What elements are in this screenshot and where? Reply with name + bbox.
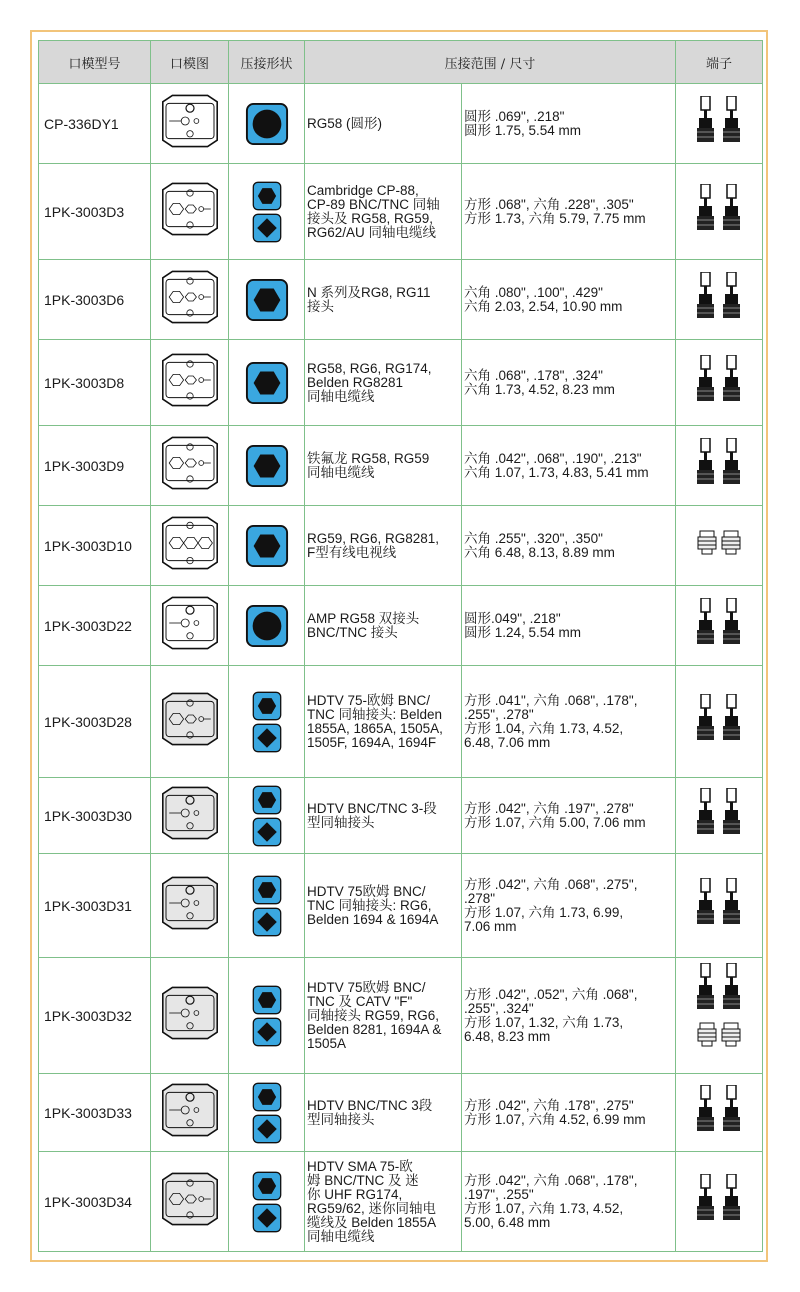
range-line: .278": [464, 890, 496, 906]
die-image: [151, 666, 229, 778]
crimp-shape-cell: [229, 506, 305, 586]
table-row: [39, 260, 763, 340]
round-crimp-icon: [245, 102, 289, 146]
crimp-shape-cell: [229, 778, 305, 854]
range-line: 六角 1.73, 4.52, 8.23 mm: [464, 381, 615, 397]
table-row: [39, 84, 763, 164]
crimp-shape-cell: [229, 84, 305, 164]
terminal-connector-icon: [676, 506, 763, 586]
crimp-range: [462, 340, 676, 426]
header-model: 口模型号: [39, 41, 151, 84]
crimp-description: [305, 506, 462, 586]
terminal-connector-icon: [676, 426, 763, 506]
crimp-description: [305, 426, 462, 506]
terminal-connector-icon: [676, 84, 763, 164]
crimp-shape-cell: [229, 340, 305, 426]
description-line: 同轴接头 RG59, RG6,: [307, 1007, 440, 1023]
crimp-description: [305, 340, 462, 426]
description-line: AMP RG58 双接头: [307, 610, 420, 626]
terminal-connector-icon: [676, 1074, 763, 1152]
terminal-connector-icon: [676, 854, 763, 958]
crimp-range: [462, 426, 676, 506]
crimp-range: [462, 506, 676, 586]
description-line: HDTV BNC/TNC 3-段: [307, 800, 437, 816]
round-crimp-icon: [245, 604, 289, 648]
die-image: [151, 854, 229, 958]
crimp-shape-cell: [229, 958, 305, 1074]
crimp-range: [462, 1074, 676, 1152]
range-line: 六角 6.48, 8.13, 8.89 mm: [464, 544, 615, 560]
description-line: Cambridge CP-88,: [307, 182, 419, 198]
crimp-range: [462, 260, 676, 340]
model-number: 1PK-3003D28: [39, 666, 151, 778]
die-image: [151, 586, 229, 666]
crimp-shape-cell: [229, 1152, 305, 1252]
description-line: 接头: [307, 298, 334, 314]
hex-crimp-icon: [252, 1082, 282, 1112]
table-row: [39, 340, 763, 426]
range-line: 圆形.049", .218": [464, 610, 561, 626]
hex-crimp-icon: [252, 985, 282, 1015]
description-line: N 系列及RG8, RG11: [307, 284, 431, 300]
terminal-connector-icon: [676, 340, 763, 426]
description-line: 1855A, 1865A, 1505A,: [307, 720, 443, 736]
die-image: [151, 958, 229, 1074]
die-image: [151, 260, 229, 340]
description-line: TNC 同轴接头: Belden: [307, 706, 443, 722]
description-line: 1505A: [307, 1035, 347, 1051]
model-number: 1PK-3003D9: [39, 426, 151, 506]
crimp-shape-cell: [229, 854, 305, 958]
crimp-range: [462, 586, 676, 666]
crimp-description: [305, 1074, 462, 1152]
range-line: 方形 .041", 六角 .068", .178",: [464, 692, 638, 708]
range-line: 圆形 .069", .218": [464, 108, 565, 124]
hex-crimp-icon: [245, 278, 289, 322]
range-line: 方形 .042", 六角 .068", .178",: [464, 1172, 638, 1188]
range-line: 六角 1.07, 1.73, 4.83, 5.41 mm: [464, 464, 649, 480]
hex-crimp-icon: [245, 524, 289, 568]
table-row: [39, 666, 763, 778]
range-line: 方形 1.07, 六角 1.73, 4.52,: [464, 1200, 624, 1216]
table-row: [39, 586, 763, 666]
description-line: BNC/TNC 接头: [307, 624, 398, 640]
range-line: 方形 1.04, 六角 1.73, 4.52,: [464, 720, 624, 736]
crimp-range: [462, 1152, 676, 1252]
diamond-crimp-icon: [252, 1203, 282, 1233]
range-line: 方形 .042", .052", 六角 .068",: [464, 986, 638, 1002]
range-line: 6.48, 8.23 mm: [464, 1028, 551, 1044]
description-line: HDTV 75欧姆 BNC/: [307, 979, 426, 995]
range-line: .197", .255": [464, 1186, 534, 1202]
range-line: .255", .278": [464, 706, 534, 722]
range-line: 方形 .068", 六角 .228", .305": [464, 196, 634, 212]
description-line: TNC 同轴接头: RG6,: [307, 897, 432, 913]
crimp-range: [462, 778, 676, 854]
description-line: 接头及 RG58, RG59,: [307, 210, 434, 226]
range-line: 方形 .042", 六角 .197", .278": [464, 800, 634, 816]
table-row: [39, 506, 763, 586]
description-line: 型同轴接头: [307, 1111, 375, 1127]
range-line: 方形 1.07, 1.32, 六角 1.73,: [464, 1014, 624, 1030]
die-image: [151, 164, 229, 260]
crimp-description: [305, 778, 462, 854]
table-row: [39, 1152, 763, 1252]
header-terminal: 端子: [676, 41, 763, 84]
model-number: 1PK-3003D22: [39, 586, 151, 666]
terminal-connector-icon: [676, 1152, 763, 1252]
range-line: 方形 .042", 六角 .068", .275",: [464, 876, 638, 892]
crimp-shape-cell: [229, 666, 305, 778]
crimp-range: [462, 854, 676, 958]
description-line: 同轴电缆线: [307, 388, 375, 404]
description-line: RG58 (圆形): [307, 115, 383, 131]
crimp-description: [305, 260, 462, 340]
crimp-range: [462, 666, 676, 778]
model-number: 1PK-3003D6: [39, 260, 151, 340]
range-line: 5.00, 6.48 mm: [464, 1214, 551, 1230]
hex-crimp-icon: [252, 691, 282, 721]
crimp-description: [305, 164, 462, 260]
table-row: [39, 958, 763, 1074]
terminal-connector-icon: [676, 586, 763, 666]
range-line: 7.06 mm: [464, 918, 517, 934]
description-line: HDTV BNC/TNC 3段: [307, 1097, 433, 1113]
die-image: [151, 1074, 229, 1152]
description-line: 型同轴接头: [307, 814, 375, 830]
hex-crimp-icon: [252, 181, 282, 211]
die-image: [151, 778, 229, 854]
model-number: CP-336DY1: [39, 84, 151, 164]
range-line: 方形 1.73, 六角 5.79, 7.75 mm: [464, 210, 646, 226]
diamond-crimp-icon: [252, 723, 282, 753]
model-number: 1PK-3003D34: [39, 1152, 151, 1252]
description-line: Belden 1694 & 1694A: [307, 911, 439, 927]
description-line: Belden 8281, 1694A &: [307, 1021, 442, 1037]
range-line: 方形 1.07, 六角 4.52, 6.99 mm: [464, 1111, 646, 1127]
crimp-die-table: [38, 40, 763, 1252]
description-line: RG59/62, 迷你同轴电: [307, 1200, 437, 1216]
model-number: 1PK-3003D30: [39, 778, 151, 854]
crimp-shape-cell: [229, 1074, 305, 1152]
model-number: 1PK-3003D3: [39, 164, 151, 260]
diamond-crimp-icon: [252, 1114, 282, 1144]
table-row: [39, 164, 763, 260]
range-line: 圆形 1.24, 5.54 mm: [464, 624, 582, 640]
crimp-description: [305, 1152, 462, 1252]
model-number: 1PK-3003D32: [39, 958, 151, 1074]
header-crimp-shape: 压接形状: [229, 41, 305, 84]
description-line: Belden RG8281: [307, 374, 404, 390]
table-row: [39, 854, 763, 958]
die-image: [151, 340, 229, 426]
die-image: [151, 506, 229, 586]
range-line: 六角 2.03, 2.54, 10.90 mm: [464, 298, 623, 314]
description-line: 姆 BNC/TNC 及 迷: [307, 1172, 419, 1188]
terminal-connector-icon: [676, 164, 763, 260]
model-number: 1PK-3003D31: [39, 854, 151, 958]
crimp-description: [305, 958, 462, 1074]
description-line: 同轴电缆线: [307, 1228, 375, 1244]
header-crimp-range: 压接范围 / 尺寸: [305, 41, 676, 84]
description-line: HDTV 75欧姆 BNC/: [307, 883, 426, 899]
crimp-shape-cell: [229, 164, 305, 260]
crimp-shape-cell: [229, 586, 305, 666]
range-line: 方形 1.07, 六角 1.73, 6.99,: [464, 904, 624, 920]
range-line: 六角 .255", .320", .350": [464, 530, 603, 546]
range-line: 圆形 1.75, 5.54 mm: [464, 122, 582, 138]
hex-crimp-icon: [252, 1171, 282, 1201]
crimp-description: [305, 84, 462, 164]
diamond-crimp-icon: [252, 817, 282, 847]
model-number: 1PK-3003D10: [39, 506, 151, 586]
description-line: HDTV 75-欧姆 BNC/: [307, 692, 431, 708]
description-line: 铁氟龙 RG58, RG59: [307, 450, 430, 466]
description-line: 缆线及 Belden 1855A: [307, 1214, 437, 1230]
table-row: [39, 778, 763, 854]
description-line: 你 UHF RG174,: [307, 1186, 403, 1202]
crimp-shape-cell: [229, 260, 305, 340]
crimp-range: [462, 958, 676, 1074]
range-line: 六角 .042", .068", .190", .213": [464, 450, 642, 466]
crimp-range: [462, 164, 676, 260]
crimp-range: [462, 84, 676, 164]
range-line: 六角 .068", .178", .324": [464, 367, 603, 383]
crimp-description: [305, 854, 462, 958]
header-die: 口模图: [151, 41, 229, 84]
description-line: HDTV SMA 75-欧: [307, 1158, 413, 1174]
description-line: RG59, RG6, RG8281,: [307, 530, 440, 546]
description-line: CP-89 BNC/TNC 同轴: [307, 196, 440, 212]
hex-crimp-icon: [245, 444, 289, 488]
model-number: 1PK-3003D33: [39, 1074, 151, 1152]
range-line: 方形 .042", 六角 .178", .275": [464, 1097, 634, 1113]
table-row: [39, 1074, 763, 1152]
description-line: RG62/AU 同轴电缆线: [307, 224, 437, 240]
diamond-crimp-icon: [252, 213, 282, 243]
terminal-connector-icon: [676, 958, 763, 1074]
diamond-crimp-icon: [252, 907, 282, 937]
hex-crimp-icon: [252, 785, 282, 815]
table-row: [39, 426, 763, 506]
range-line: 方形 1.07, 六角 5.00, 7.06 mm: [464, 814, 646, 830]
crimp-description: [305, 666, 462, 778]
diamond-crimp-icon: [252, 1017, 282, 1047]
description-line: TNC 及 CATV "F": [307, 993, 413, 1009]
range-line: .255", .324": [464, 1000, 534, 1016]
terminal-connector-icon: [676, 666, 763, 778]
description-line: F型有线电视线: [307, 544, 397, 560]
description-line: 同轴电缆线: [307, 464, 375, 480]
crimp-description: [305, 586, 462, 666]
die-image: [151, 84, 229, 164]
crimp-shape-cell: [229, 426, 305, 506]
header-row: [39, 41, 763, 84]
description-line: 1505F, 1694A, 1694F: [307, 734, 437, 750]
die-image: [151, 426, 229, 506]
model-number: 1PK-3003D8: [39, 340, 151, 426]
die-image: [151, 1152, 229, 1252]
description-line: RG58, RG6, RG174,: [307, 360, 432, 376]
range-line: 6.48, 7.06 mm: [464, 734, 551, 750]
terminal-connector-icon: [676, 260, 763, 340]
range-line: 六角 .080", .100", .429": [464, 284, 603, 300]
hex-crimp-icon: [252, 875, 282, 905]
terminal-connector-icon: [676, 778, 763, 854]
hex-crimp-icon: [245, 361, 289, 405]
